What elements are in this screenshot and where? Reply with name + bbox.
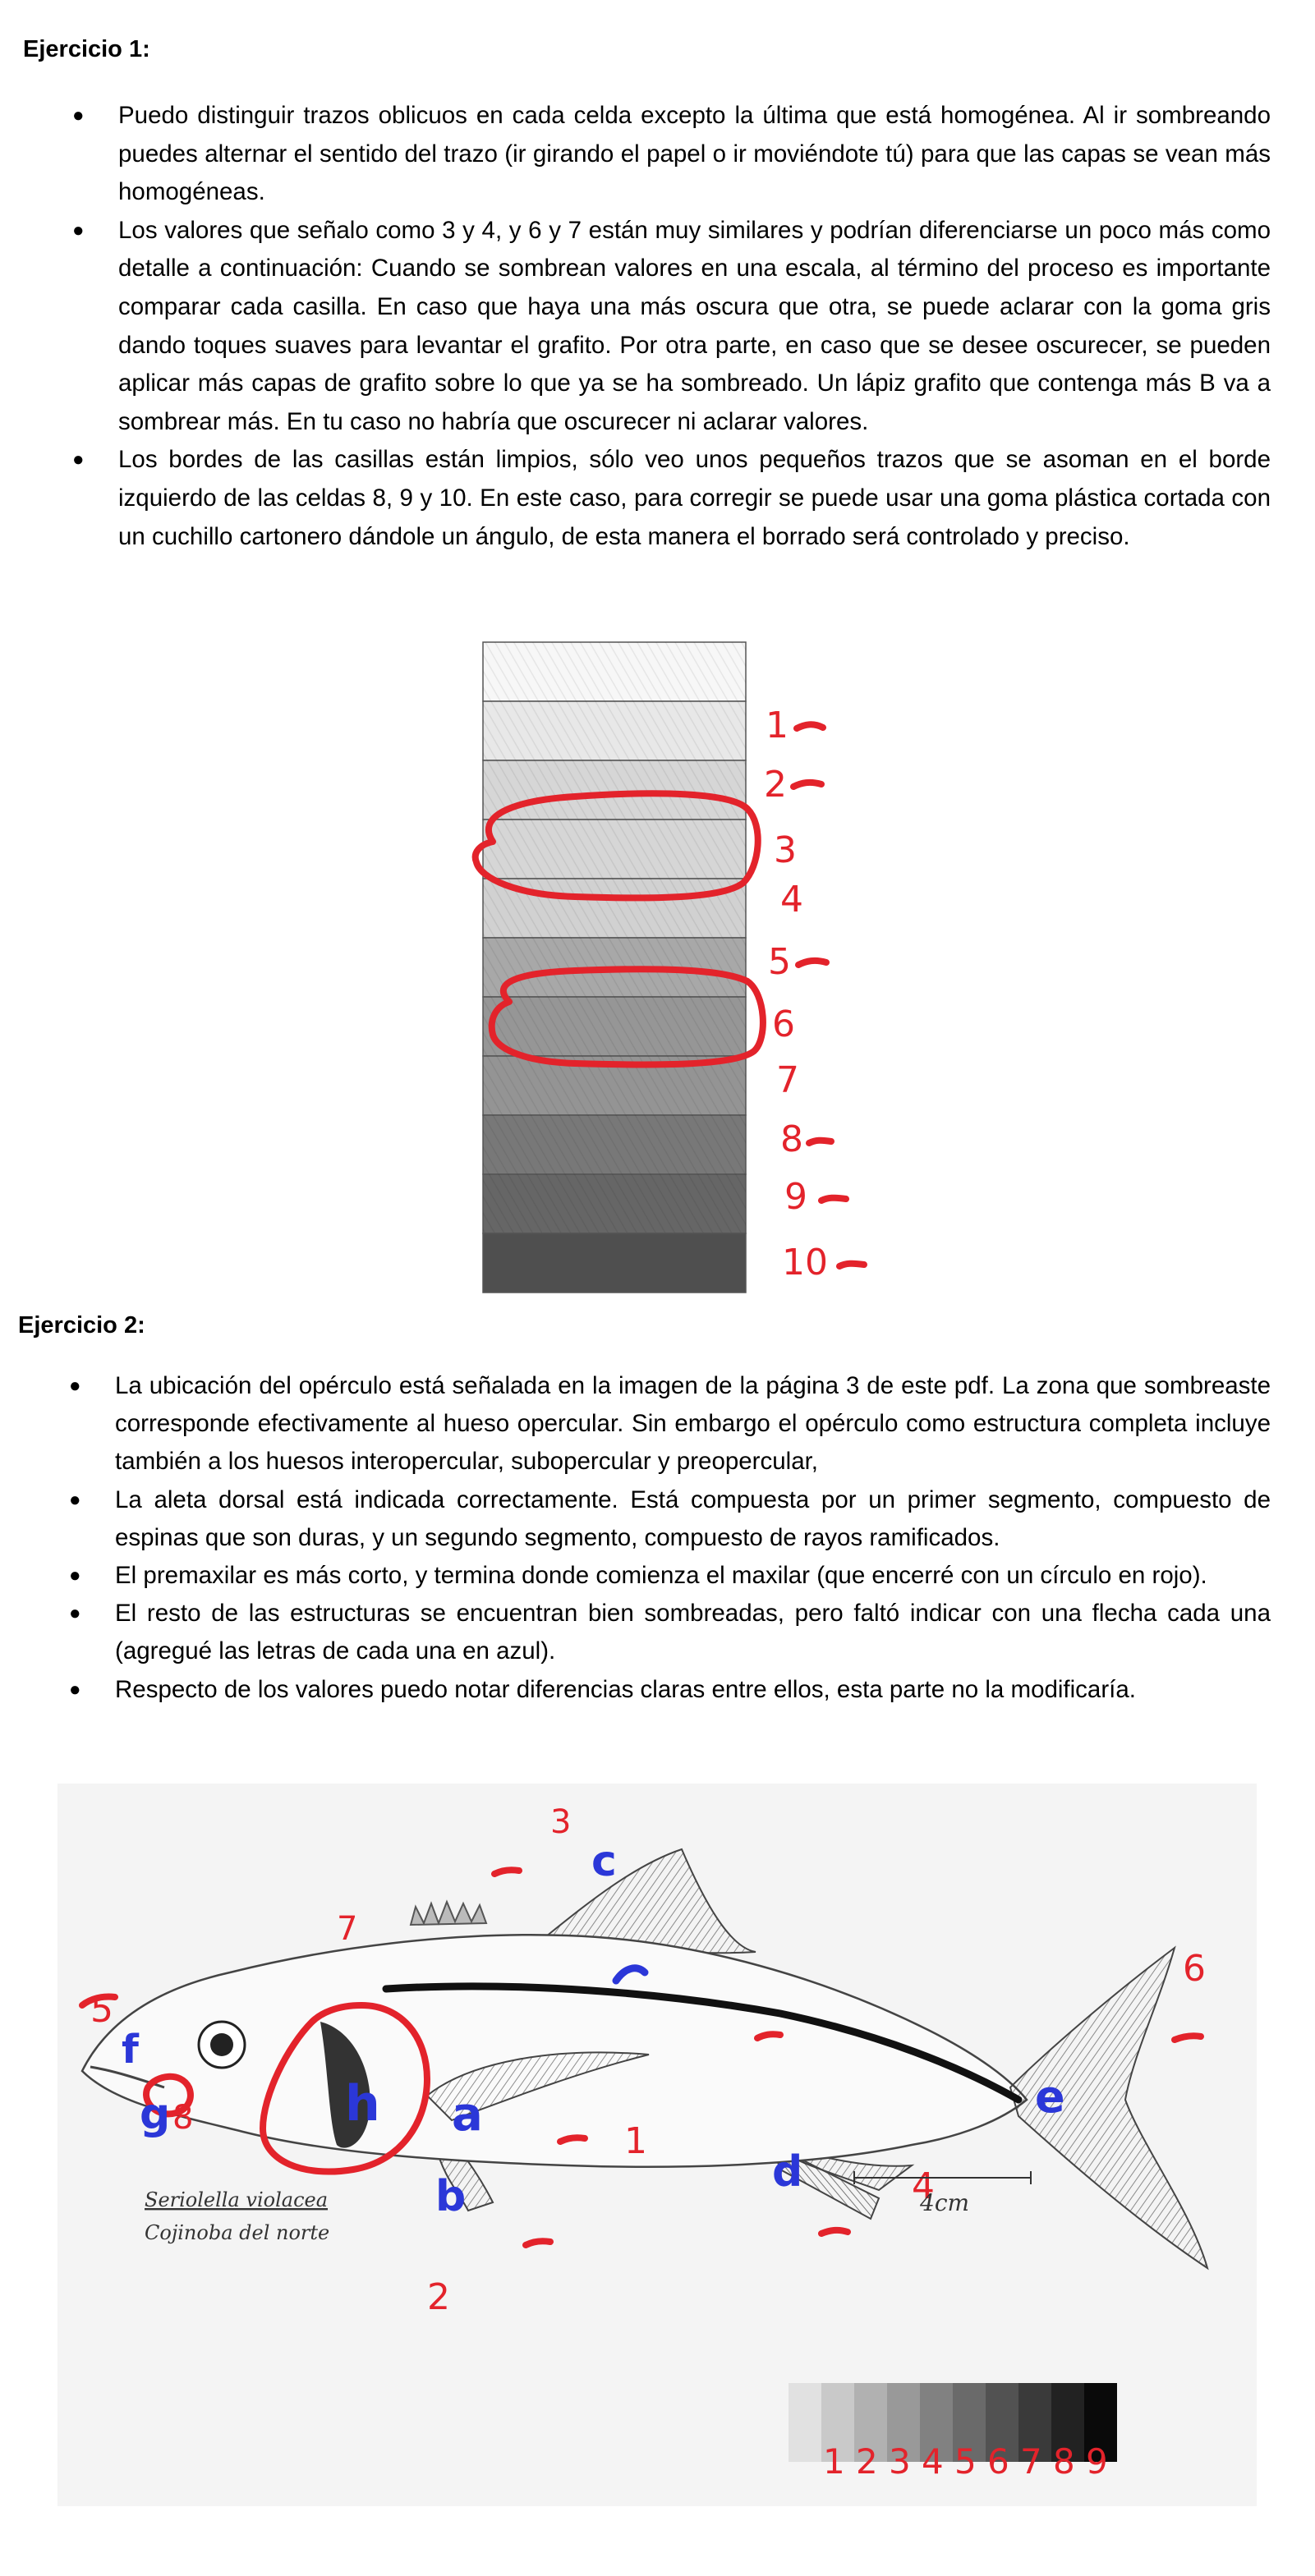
value-scale-label: 6 bbox=[987, 2441, 1009, 2482]
bullet-icon: ● bbox=[69, 1488, 81, 1511]
red-number-label: 6 bbox=[1183, 1948, 1206, 1990]
value-scale-label: 8 bbox=[1053, 2441, 1075, 2482]
value-scale-cell-hatching bbox=[483, 820, 746, 879]
check-mark bbox=[560, 2137, 585, 2142]
blue-letter-label: a bbox=[452, 2088, 483, 2142]
value-scale-cell-hatching bbox=[483, 1115, 746, 1174]
blue-letter-label: b bbox=[435, 2172, 467, 2221]
value-scale-cell-hatching bbox=[483, 760, 746, 820]
check-mark bbox=[839, 1264, 864, 1266]
scale-annotation-label: 10 bbox=[782, 1242, 828, 1283]
scale-annotation-label: 4 bbox=[780, 879, 803, 921]
scale-annotation-label: 3 bbox=[774, 829, 797, 871]
bullet-icon: ● bbox=[69, 1678, 81, 1701]
list-item: ● Puedo distinguir trazos oblicuos en cada celda excepto la última que está homogénea. Al ir sombreando puedes alternar el sentido del trazo (ir girando el papel o ir moviéndote tú) para que las capas se vean más homogéneas. bbox=[118, 97, 1271, 212]
list-item: ● El resto de las estructuras se encuentran bien sombreadas, pero faltó indicar con una flecha cada una (agregué las letras de cada una en azul). bbox=[115, 1595, 1271, 1670]
exercise-2-feedback-list bbox=[69, 1367, 1271, 1709]
blue-letter-label: e bbox=[1035, 2071, 1065, 2123]
value-scale-cell bbox=[483, 1233, 746, 1293]
red-number-label: 8 bbox=[172, 2099, 194, 2137]
value-scale-cell-hatching bbox=[483, 997, 746, 1056]
species-name: Seriolella violacea bbox=[145, 2188, 329, 2211]
scale-annotation-label: 8 bbox=[780, 1118, 803, 1160]
red-number-label: 7 bbox=[337, 1910, 358, 1948]
red-number-label: 4 bbox=[912, 2165, 935, 2207]
exercise-1-feedback-list bbox=[72, 97, 1271, 556]
list-item: ● La ubicación del opérculo está señalada en la imagen de la página 3 de este pdf. La zona que sombreaste corresponde efectivamente al hueso opercular. Sin embargo el opérculo como estructura completa incluye también a los huesos interopercular, subopercular y preopercular, bbox=[115, 1367, 1271, 1481]
bullet-icon: ● bbox=[72, 104, 85, 126]
check-mark bbox=[821, 2230, 848, 2234]
list-item: ● El premaxilar es más corto, y termina donde comienza el maxilar (que encerré con un círculo en rojo). bbox=[115, 1557, 1271, 1595]
scale-annotation-label: 5 bbox=[768, 941, 791, 983]
value-scale-label: 3 bbox=[889, 2441, 911, 2482]
blue-letter-label: d bbox=[772, 2147, 803, 2197]
exercise-2-title: Ejercicio 2: bbox=[18, 1312, 145, 1339]
check-mark bbox=[797, 724, 823, 728]
value-scale-drawing bbox=[460, 632, 920, 1306]
bullet-icon: ● bbox=[69, 1564, 81, 1587]
check-mark bbox=[809, 1141, 831, 1143]
list-item: ● Respecto de los valores puedo notar diferencias claras entre ellos, esta parte no la modificaría. bbox=[115, 1671, 1271, 1709]
value-scale-cell-hatching bbox=[483, 1174, 746, 1233]
value-scale-labels bbox=[823, 2441, 1108, 2482]
scale-annotation-label: 1 bbox=[766, 705, 789, 746]
list-item: ● Los bordes de las casillas están limpios, sólo veo unos pequeños trazos que se asoman en el borde izquierdo de las celdas 8, 9 y 10. En este caso, para corregir se puede usar una goma plástica cortada con un cuchillo cartonero dándole un ángulo, de esta manera el borrado será controlado y preciso. bbox=[118, 441, 1271, 556]
common-name: Cojinoba del norte bbox=[145, 2221, 330, 2244]
scale-bar-label: 4cm bbox=[920, 2189, 970, 2216]
red-number-label: 2 bbox=[427, 2276, 450, 2318]
red-number-label: 5 bbox=[90, 1989, 113, 2031]
value-strip-cell bbox=[789, 2383, 821, 2462]
red-number-label: 3 bbox=[550, 1803, 572, 1841]
list-item: ● La aleta dorsal está indicada correctamente. Está compuesta por un primer segmento, compuesto de espinas que son duras, y un segundo segmento, compuesto de rayos ramificados. bbox=[115, 1481, 1271, 1557]
scale-annotation-label: 2 bbox=[764, 764, 787, 806]
blue-letter-label: f bbox=[122, 2027, 139, 2073]
check-mark bbox=[494, 1870, 519, 1874]
value-scale-label: 2 bbox=[856, 2441, 878, 2482]
red-number-label: 1 bbox=[624, 2120, 647, 2162]
check-mark bbox=[798, 961, 826, 965]
check-mark bbox=[757, 2034, 780, 2038]
value-scale-cell-hatching bbox=[483, 701, 746, 760]
blue-letter-label: g bbox=[140, 2090, 171, 2139]
scale-annotation-label: 6 bbox=[772, 1003, 795, 1045]
value-scale-label: 5 bbox=[954, 2441, 977, 2482]
bullet-icon: ● bbox=[72, 448, 85, 471]
blue-letter-label: c bbox=[591, 1837, 617, 1886]
blue-letter-label: h bbox=[345, 2075, 380, 2133]
fish-pupil bbox=[210, 2033, 233, 2056]
exercise-1-title: Ejercicio 1: bbox=[23, 36, 150, 62]
check-mark bbox=[526, 2241, 550, 2245]
bullet-icon: ● bbox=[69, 1602, 81, 1625]
fish-drawing bbox=[57, 1784, 1257, 2539]
value-scale-label: 4 bbox=[922, 2441, 944, 2482]
bullet-icon: ● bbox=[69, 1375, 81, 1397]
value-scale-label: 1 bbox=[823, 2441, 845, 2482]
scale-annotation-label: 7 bbox=[776, 1059, 799, 1101]
list-item: ● Los valores que señalo como 3 y 4, y 6 y 7 están muy similares y podrían diferenciarse un poco más como detalle a continuación: Cuando se sombrean valores en una escala, al término del proceso es importante comparar cada casilla. En caso que haya una más oscura que otra, se puede aclarar con la goma gris dando toques suaves para levantar el grafito. Por otra parte, en caso que se desee oscurecer, se pueden aplicar más capas de grafito sobre lo que ya se ha sombreado. Un lápiz grafito que contenga más B va a sombrear más. En tu caso no habría que oscurecer ni aclarar valores. bbox=[118, 212, 1271, 442]
check-mark bbox=[793, 783, 821, 787]
value-scale-label: 9 bbox=[1086, 2441, 1108, 2482]
value-scale-label: 7 bbox=[1020, 2441, 1042, 2482]
scale-annotation-label: 9 bbox=[784, 1176, 807, 1218]
bullet-icon: ● bbox=[72, 218, 85, 241]
check-mark bbox=[1175, 2036, 1201, 2040]
check-mark bbox=[821, 1198, 846, 1201]
value-scale-cell-hatching bbox=[483, 642, 746, 701]
